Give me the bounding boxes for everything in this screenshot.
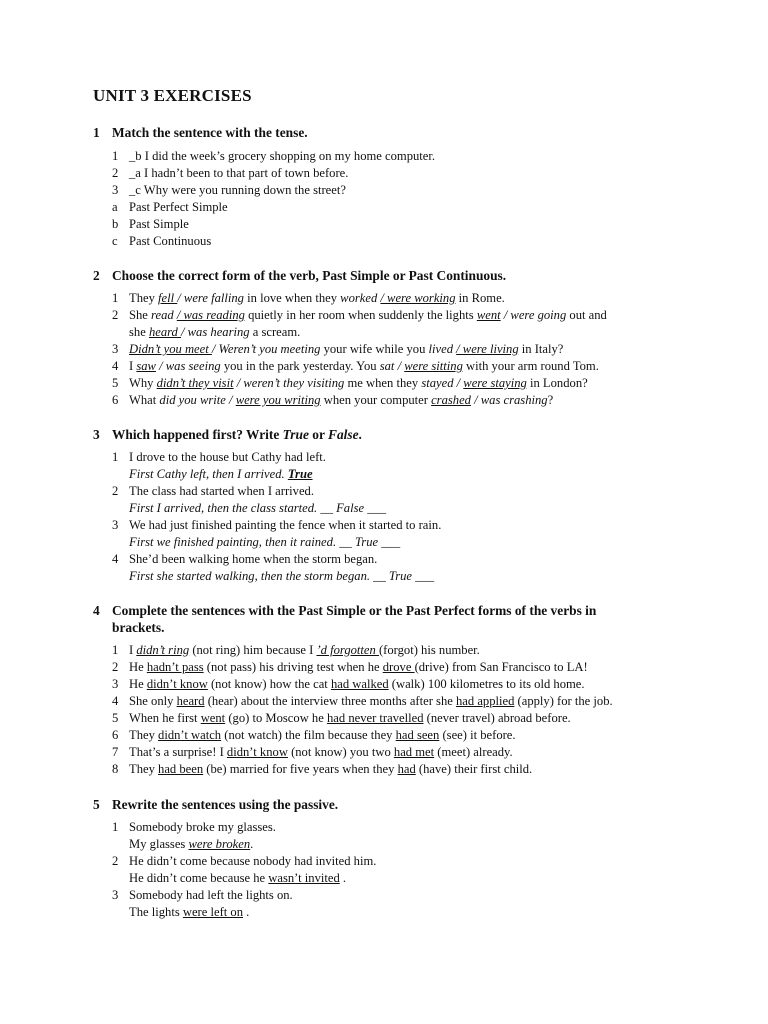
s2-line-6: 6 What did you write / were you writing when your computer crashed / was crashing? bbox=[112, 393, 554, 407]
s5-line-2: 2 He didn’t come because nobody had invited him. bbox=[112, 854, 377, 868]
s1-line-1: 1 _b I did the week’s grocery shopping on my home computer. bbox=[112, 149, 436, 163]
s2-line-2-cont: she heard / was hearing a scream. bbox=[129, 325, 301, 339]
s1-option-b: b Past Simple bbox=[112, 217, 189, 231]
s4-line-6: 6 They didn’t watch (not watch) the film because they had seen (see) it before. bbox=[112, 728, 516, 742]
s3-line-2: 2 The class had started when I arrived. bbox=[112, 484, 314, 498]
s2-line-2: 2 She read / was reading quietly in her room when suddenly the lights went / were going out and bbox=[112, 308, 607, 322]
s3-line-2-answer: First I arrived, then the class started. __ False ___ bbox=[129, 501, 387, 515]
s5-line-3: 3 Somebody had left the lights on. bbox=[112, 888, 293, 902]
s4-line-4: 4 She only heard (hear) about the interview three months after she had applied (apply) for the job. bbox=[112, 694, 613, 708]
section-5-heading: 5 Rewrite the sentences using the passive. bbox=[93, 797, 339, 812]
s5-line-1-answer: My glasses were broken. bbox=[129, 837, 254, 851]
s3-line-1-answer: First Cathy left, then I arrived. True bbox=[129, 467, 313, 481]
s4-line-3: 3 He didn’t know (not know) how the cat had walked (walk) 100 kilometres to its old home. bbox=[112, 677, 585, 691]
page-title: UNIT 3 EXERCISES bbox=[93, 86, 252, 105]
s4-line-5: 5 When he first went (go) to Moscow he had never travelled (never travel) abroad before. bbox=[112, 711, 571, 725]
s5-line-2-answer: He didn’t come because he wasn’t invited . bbox=[129, 871, 347, 885]
s4-line-8: 8 They had been (be) married for five years when they had (have) their first child. bbox=[112, 762, 533, 776]
s4-line-2: 2 He hadn’t pass (not pass) his driving test when he drove (drive) from San Francisco to LA! bbox=[112, 660, 588, 674]
s5-line-3-answer: The lights were left on . bbox=[129, 905, 250, 919]
s5-line-1: 1 Somebody broke my glasses. bbox=[112, 820, 276, 834]
s1-line-2: 2 _a I hadn’t been to that part of town before. bbox=[112, 166, 349, 180]
s3-line-3-answer: First we finished painting, then it rained. __ True ___ bbox=[129, 535, 401, 549]
s3-line-4: 4 She’d been walking home when the storm began. bbox=[112, 552, 378, 566]
s3-line-4-answer: First she started walking, then the storm began. __ True ___ bbox=[129, 569, 435, 583]
section-3-heading: 3 Which happened first? Write True or False. bbox=[93, 427, 362, 442]
s3-line-1: 1 I drove to the house but Cathy had left. bbox=[112, 450, 326, 464]
section-2-heading: 2 Choose the correct form of the verb, Past Simple or Past Continuous. bbox=[93, 268, 507, 283]
s1-line-3: 3 _c Why were you running down the street? bbox=[112, 183, 346, 197]
s1-option-a: a Past Perfect Simple bbox=[112, 200, 228, 214]
section-4-heading: 4 Complete the sentences with the Past Simple or the Past Perfect forms of the verbs in brackets. bbox=[93, 603, 597, 635]
s2-line-3: 3 Didn’t you meet / Weren’t you meeting your wife while you lived / were living in Italy? bbox=[112, 342, 564, 356]
s4-line-1: 1 I didn’t ring (not ring) him because I ’d forgotten (forgot) his number. bbox=[112, 643, 480, 657]
s1-option-c: c Past Continuous bbox=[112, 234, 212, 248]
s2-line-4: 4 I saw / was seeing you in the park yesterday. You sat / were sitting with your arm round Tom. bbox=[112, 359, 599, 373]
s2-line-5: 5 Why didn’t they visit / weren’t they visiting me when they stayed / were staying in London? bbox=[112, 376, 588, 390]
s3-line-3: 3 We had just finished painting the fence when it started to rain. bbox=[112, 518, 442, 532]
section-1-heading: 1 Match the sentence with the tense. bbox=[93, 125, 308, 140]
s4-line-7: 7 That’s a surprise! I didn’t know (not know) you two had met (meet) already. bbox=[112, 745, 513, 759]
s2-line-1: 1 They fell / were falling in love when they worked / were working in Rome. bbox=[112, 291, 505, 305]
